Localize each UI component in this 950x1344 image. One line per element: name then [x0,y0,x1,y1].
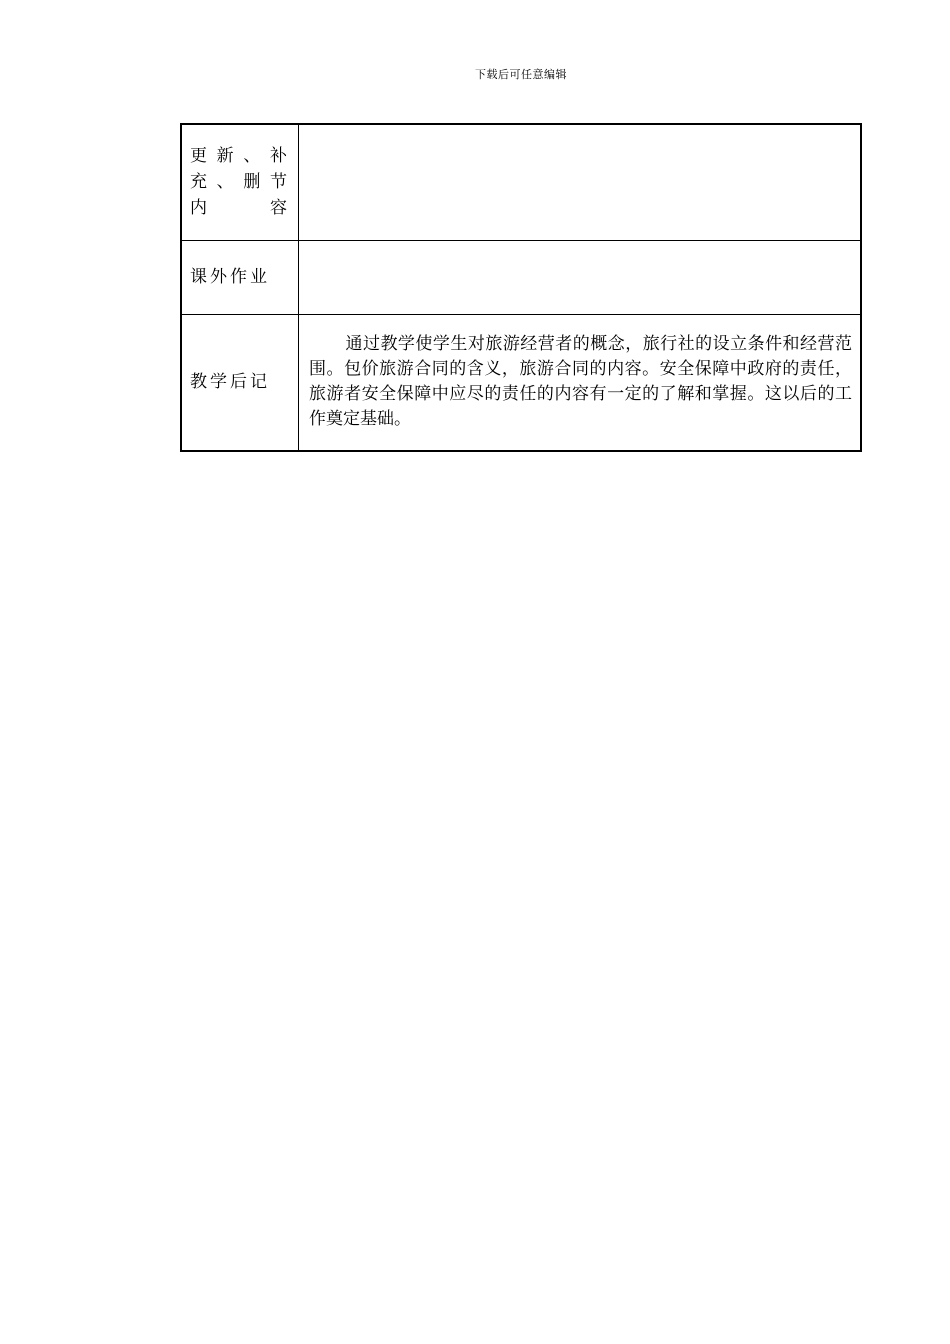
table-row-homework [181,240,861,314]
label-updates-line-3: 内 容 [190,198,290,219]
label-updates [181,124,299,240]
content-homework [299,240,862,314]
label-homework: 课外作业 [181,240,299,314]
table-row-updates [181,124,861,240]
content-updates [299,124,862,240]
table-row-reflection [181,314,861,451]
label-reflection: 教学后记 [181,314,299,451]
reflection-text: 通过教学使学生对旅游经营者的概念，旅行社的设立条件和经营范围。包价旅游合同的含义，旅游合同的内容。安全保障中政府的责任，旅游者安全保障中应尽的责任的内容有一定的了解和掌握。这以后的工作奠定基础。 [309,334,852,430]
label-updates-line-2: 充、删节 [190,172,290,193]
label-updates-line-1: 更新、补 [190,146,290,167]
lesson-record-table [180,123,862,452]
content-reflection [299,314,862,451]
page-header: 下载后可任意编辑 [475,68,567,81]
